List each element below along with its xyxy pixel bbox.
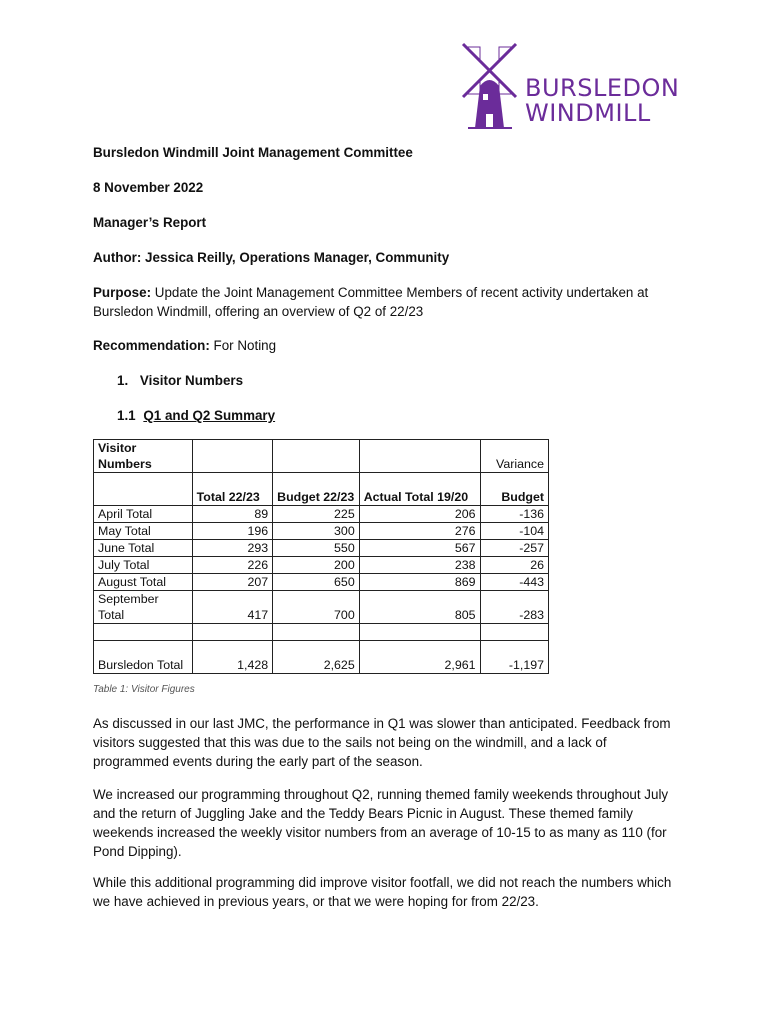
row-label: July Total: [94, 557, 193, 574]
cell-budget: 2,625: [273, 641, 360, 674]
recommendation-text: For Noting: [213, 338, 277, 353]
row-label: August Total: [94, 574, 193, 591]
cell-actual: 869: [359, 574, 480, 591]
section-1-number: 1.: [117, 373, 129, 388]
empty-cell: [273, 440, 360, 473]
table-row: [94, 506, 549, 523]
cell-total: 207: [192, 574, 273, 591]
row-label: June Total: [94, 540, 193, 557]
row-label: Bursledon Total: [94, 641, 193, 674]
cell-budget: 200: [273, 557, 360, 574]
table-header-row-1: [94, 440, 549, 473]
logo-wordmark: [525, 76, 679, 126]
cell-actual: 805: [359, 591, 480, 624]
purpose-text: Update the Joint Management Committee Members of recent activity undertaken at Bursledon Windmill, offering an overview of Q2 of 22/23: [93, 285, 649, 319]
empty-cell: [94, 473, 193, 506]
purpose-paragraph: [93, 283, 693, 321]
cell-budget: 700: [273, 591, 360, 624]
cell-total: 293: [192, 540, 273, 557]
cell-variance: -443: [480, 574, 549, 591]
header-variance: Variance: [480, 440, 549, 473]
empty-cell: [192, 440, 273, 473]
section-1-1-title: Q1 and Q2 Summary: [143, 408, 276, 423]
table-row: [94, 574, 549, 591]
empty-cell: [480, 624, 549, 641]
meeting-date: 8 November 2022: [93, 180, 204, 195]
cell-total: 417: [192, 591, 273, 624]
report-title: Manager’s Report: [93, 215, 207, 230]
cell-budget: 300: [273, 523, 360, 540]
header-actual: Actual Total 19/20: [359, 473, 480, 506]
paragraph-1: As discussed in our last JMC, the performance in Q1 was slower than anticipated. Feedback from visitors suggested that this was due to the sails not being on the windmill, and a lack of programmed events during the early part of the season.: [93, 716, 671, 769]
header-budget: Budget 22/23: [273, 473, 360, 506]
committee-title: Bursledon Windmill Joint Management Committee: [93, 145, 413, 160]
header-variance-budget: Budget: [480, 473, 549, 506]
cell-total: 1,428: [192, 641, 273, 674]
table-spacer-row: [94, 624, 549, 641]
section-1-1-heading: [117, 406, 275, 425]
cell-variance: -1,197: [480, 641, 549, 674]
cell-variance: -104: [480, 523, 549, 540]
table-row: [94, 540, 549, 557]
table-header-row-2: [94, 473, 549, 506]
paragraph-2: We increased our programming throughout Q2, running themed family weekends throughout July and the return of Juggling Jake and the Teddy Bears Picnic in August. These themed family weekends increased the weekly visitor numbers from an average of 10-15 to as many as 110 (for Pond Dipping).: [93, 787, 669, 859]
cell-budget: 650: [273, 574, 360, 591]
section-1-title: Visitor Numbers: [139, 373, 244, 388]
purpose-label: Purpose:: [93, 285, 152, 300]
table-caption: Table 1: Visitor Figures: [93, 684, 195, 695]
paragraph-3: While this additional programming did improve visitor footfall, we did not reach the numbers which we have achieved in previous years, or that we were hoping for from 22/23.: [93, 875, 672, 909]
empty-cell: [192, 624, 273, 641]
cell-total: 196: [192, 523, 273, 540]
header-total: Total 22/23: [192, 473, 273, 506]
cell-actual: 238: [359, 557, 480, 574]
cell-variance: -283: [480, 591, 549, 624]
empty-cell: [94, 624, 193, 641]
cell-budget: 225: [273, 506, 360, 523]
recommendation: [93, 336, 276, 355]
row-label: April Total: [94, 506, 193, 523]
cell-actual: 206: [359, 506, 480, 523]
visitor-figures-table: [93, 439, 549, 674]
recommendation-label: Recommendation:: [93, 338, 210, 353]
cell-total: 226: [192, 557, 273, 574]
empty-cell: [359, 624, 480, 641]
cell-actual: 567: [359, 540, 480, 557]
cell-budget: 550: [273, 540, 360, 557]
cell-actual: 276: [359, 523, 480, 540]
empty-cell: [359, 440, 480, 473]
logo-line-1: BURSLEDON: [525, 74, 680, 102]
row-label: May Total: [94, 523, 193, 540]
row-label: September Total: [94, 591, 193, 624]
cell-variance: -257: [480, 540, 549, 557]
table-row: [94, 591, 549, 624]
cell-variance: -136: [480, 506, 549, 523]
empty-cell: [273, 624, 360, 641]
logo-line-2: WINDMILL: [525, 99, 651, 127]
header-visitor-numbers: Visitor Numbers: [94, 440, 193, 473]
cell-actual: 2,961: [359, 641, 480, 674]
table-total-row: [94, 641, 549, 674]
report-author: Author: Jessica Reilly, Operations Manager, Community: [93, 250, 450, 265]
table-row: [94, 523, 549, 540]
cell-variance: 26: [480, 557, 549, 574]
table-row: [94, 557, 549, 574]
section-1-heading: [117, 371, 243, 390]
section-1-1-number: 1.1: [117, 408, 136, 423]
cell-total: 89: [192, 506, 273, 523]
